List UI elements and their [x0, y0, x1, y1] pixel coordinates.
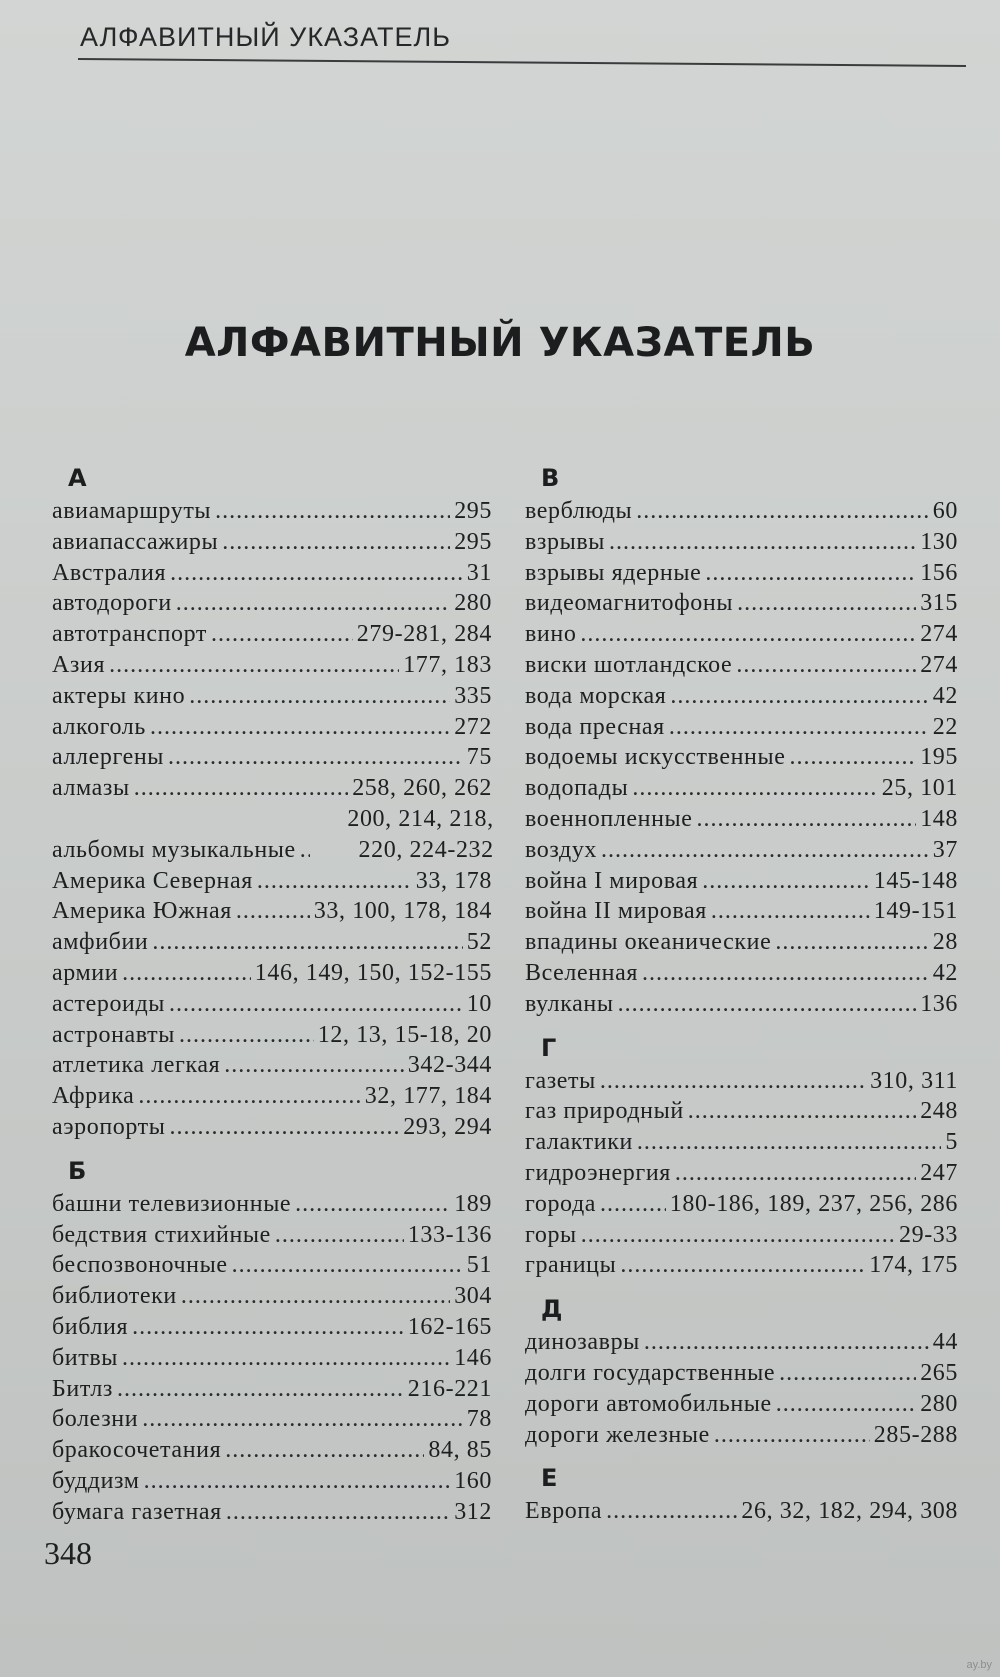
dot-leader	[737, 588, 916, 619]
entry-term: библиотеки	[52, 1283, 177, 1310]
index-entry	[525, 650, 958, 681]
index-entry	[52, 1189, 492, 1220]
dot-leader	[697, 804, 917, 835]
entry-pages: 28	[932, 929, 958, 956]
entry-term: война II мировая	[525, 898, 707, 925]
index-entry	[525, 1220, 958, 1251]
index-entry	[525, 1250, 958, 1281]
dot-leader	[170, 1112, 400, 1143]
entry-pages: 274	[920, 621, 958, 648]
entry-pages: 265	[920, 1359, 958, 1386]
index-entry	[52, 804, 492, 866]
entry-pages: 75	[466, 744, 492, 771]
entry-term: атлетика легкая	[52, 1052, 221, 1079]
index-entry	[52, 1312, 492, 1343]
dot-leader	[150, 712, 450, 743]
dot-leader	[736, 650, 916, 681]
index-entry	[525, 527, 958, 558]
dot-leader	[600, 1189, 666, 1220]
entry-pages: 195	[920, 744, 958, 771]
index-entry	[52, 1343, 492, 1374]
entry-pages: 26, 32, 182, 294, 308	[741, 1498, 958, 1525]
dot-leader	[222, 527, 450, 558]
index-entry	[52, 989, 492, 1020]
entry-pages: 295	[454, 498, 492, 524]
entry-pages: 315	[920, 590, 958, 617]
dot-leader	[580, 619, 916, 650]
entry-pages: 335	[454, 682, 492, 709]
index-entry	[525, 742, 958, 773]
entry-pages: 146, 149, 150, 152-155	[254, 959, 492, 986]
entry-pages: 174, 175	[869, 1252, 958, 1279]
dot-leader	[295, 1189, 450, 1220]
index-entry	[52, 650, 492, 681]
entry-pages: 12, 13, 15-18, 20	[317, 1021, 492, 1048]
dot-leader	[109, 650, 399, 681]
index-entry	[52, 773, 492, 804]
entry-pages: 51	[466, 1252, 492, 1279]
dot-leader	[776, 1389, 916, 1420]
entry-pages: 247	[920, 1159, 958, 1186]
index-entry	[52, 1374, 492, 1405]
index-entry	[52, 1220, 492, 1251]
dot-leader	[644, 1327, 929, 1358]
entry-term: беспозвоночные	[52, 1252, 228, 1279]
dot-leader	[117, 1374, 404, 1405]
dot-leader	[675, 1158, 916, 1189]
index-entry	[52, 558, 492, 589]
index-entry	[52, 1404, 492, 1435]
dot-leader	[620, 1250, 865, 1281]
entry-term: бедствия стихийные	[52, 1221, 271, 1248]
index-entry	[52, 1466, 492, 1497]
entry-term: астероиды	[52, 990, 166, 1017]
index-entry	[525, 989, 958, 1020]
entry-pages: 189	[454, 1190, 492, 1217]
index-entry	[525, 1189, 958, 1220]
index-entry	[525, 804, 958, 835]
dot-leader	[789, 742, 916, 773]
section-letter: Е	[541, 1464, 558, 1493]
index-entry	[52, 1112, 492, 1143]
entry-term: Битлз	[52, 1375, 113, 1402]
dot-leader	[189, 681, 450, 712]
index-entry	[52, 1020, 492, 1051]
entry-term: война I мировая	[525, 867, 699, 894]
entry-term: дороги автомобильные	[525, 1390, 772, 1417]
entry-pages: 44	[932, 1329, 958, 1356]
entry-pages: 258, 260, 262	[352, 775, 492, 802]
dot-leader	[225, 1435, 424, 1466]
entry-pages: 279-281, 284	[356, 621, 492, 648]
entry-term: бракосочетания	[52, 1437, 222, 1464]
dot-leader	[122, 958, 251, 989]
index-entry	[52, 1050, 492, 1081]
entry-term: долги государственные	[525, 1359, 776, 1386]
entry-pages: 272	[454, 713, 492, 740]
entry-pages: 160	[454, 1467, 492, 1494]
index-entry	[525, 681, 958, 712]
dot-leader	[134, 773, 348, 804]
index-entry	[52, 496, 492, 527]
running-head: АЛФАВИТНЫЙ УКАЗАТЕЛЬ	[80, 22, 451, 52]
entry-term: астронавты	[52, 1021, 175, 1048]
entry-pages: 162-165	[407, 1313, 492, 1340]
dot-leader	[637, 1127, 941, 1158]
index-section	[525, 1030, 958, 1282]
dot-leader	[779, 1358, 916, 1389]
entry-term: Азия	[52, 651, 106, 678]
index-entry	[52, 896, 492, 927]
entry-term: альбомы музыкальные	[52, 836, 296, 863]
dot-leader	[224, 1050, 404, 1081]
entry-term: бумага газетная	[52, 1498, 222, 1525]
entry-pages: 285-288	[873, 1421, 958, 1448]
entry-term: видеомагнитофоны	[525, 590, 734, 617]
page-number: 348	[44, 1535, 92, 1571]
entry-term: авиамаршруты	[52, 498, 212, 524]
dot-leader	[170, 558, 463, 589]
dot-leader	[632, 773, 877, 804]
entry-term: Австралия	[52, 559, 167, 586]
dot-leader	[176, 588, 450, 619]
entry-term: Европа	[525, 1498, 603, 1525]
entry-term: битвы	[52, 1344, 118, 1371]
header-rule	[78, 58, 966, 67]
dot-leader	[600, 1066, 866, 1097]
entry-pages: 304	[454, 1283, 492, 1310]
dot-leader	[688, 1096, 916, 1127]
index-entry	[52, 927, 492, 958]
entry-pages: 22	[932, 713, 958, 740]
dot-leader	[211, 619, 353, 650]
index-entry	[52, 866, 492, 897]
index-entry	[525, 927, 958, 958]
entry-term: актеры кино	[52, 682, 186, 709]
entry-pages: 31	[466, 559, 492, 586]
entry-term: Вселенная	[525, 959, 639, 986]
index-entry	[52, 1081, 492, 1112]
entry-term: верблюды	[525, 498, 633, 524]
index-entry	[525, 588, 958, 619]
entry-pages: 280	[920, 1390, 958, 1417]
entry-pages: 136	[920, 990, 958, 1017]
index-entry	[52, 742, 492, 773]
entry-pages: 25, 101	[881, 775, 958, 802]
entry-pages: 149-151	[873, 898, 958, 925]
dot-leader	[132, 1312, 404, 1343]
entry-pages: 146	[454, 1344, 492, 1371]
dot-leader	[236, 896, 310, 927]
dot-leader	[257, 866, 412, 897]
dot-leader	[636, 496, 929, 527]
entry-term: библия	[52, 1313, 129, 1340]
entry-term: автотранспорт	[52, 621, 207, 648]
entry-pages: 216-221	[407, 1375, 492, 1402]
index-entry	[525, 558, 958, 589]
entry-term: Америка Южная	[52, 898, 232, 925]
entry-pages: 42	[932, 682, 958, 709]
entry-term: вулканы	[525, 990, 614, 1017]
entry-pages: 156	[920, 559, 958, 586]
entry-term: аэропорты	[52, 1113, 166, 1140]
entry-term: газеты	[525, 1067, 596, 1094]
index-entry	[525, 1496, 958, 1527]
index-entry	[525, 896, 958, 927]
index-entry	[52, 619, 492, 650]
dot-leader	[232, 1250, 463, 1281]
entry-pages: 293, 294	[403, 1113, 492, 1140]
entry-pages: 312	[454, 1498, 492, 1525]
entry-term: болезни	[52, 1406, 139, 1433]
index-entry	[525, 866, 958, 897]
entry-pages: 60	[932, 498, 958, 524]
dot-leader	[775, 927, 928, 958]
entry-pages: 78	[466, 1406, 492, 1433]
entry-pages: 280	[454, 590, 492, 617]
index-entry	[52, 1250, 492, 1281]
section-letter: В	[541, 464, 560, 492]
dot-leader	[275, 1220, 404, 1251]
dot-leader	[711, 896, 870, 927]
index-entry	[525, 1358, 958, 1389]
entry-term: авиапассажиры	[52, 528, 219, 555]
entry-pages: 32, 177, 184	[364, 1083, 492, 1110]
entry-term: галактики	[525, 1129, 633, 1156]
entry-pages: 177, 183	[403, 651, 492, 678]
index-entry	[525, 835, 958, 866]
dot-leader	[581, 1220, 895, 1251]
index-entry	[52, 958, 492, 989]
entry-term: вода морская	[525, 682, 667, 709]
section-letter: Г	[541, 1033, 557, 1062]
index-section	[52, 460, 492, 1143]
entry-term: горы	[525, 1221, 577, 1248]
index-entry	[52, 1435, 492, 1466]
entry-pages: 148	[920, 805, 958, 832]
entry-term: военнопленные	[525, 805, 693, 832]
entry-pages: 33, 100, 178, 184	[313, 898, 492, 925]
index-entry	[525, 1327, 958, 1358]
index-section	[525, 460, 958, 1020]
entry-term: границы	[525, 1252, 617, 1279]
dot-leader	[670, 681, 928, 712]
dot-leader	[138, 1081, 360, 1112]
entry-term: виски шотландское	[525, 651, 733, 678]
dot-leader	[669, 712, 929, 743]
entry-pages: 10	[466, 990, 492, 1017]
entry-term: вино	[525, 621, 577, 648]
dot-leader	[601, 835, 929, 866]
entry-term: амфибии	[52, 929, 149, 956]
dot-leader	[179, 1020, 314, 1051]
dot-leader	[215, 496, 450, 527]
dot-leader	[642, 958, 929, 989]
dot-leader	[168, 742, 463, 773]
entry-pages: 274	[920, 651, 958, 678]
entry-pages: 52	[466, 929, 492, 956]
entry-term: Африка	[52, 1083, 135, 1110]
dot-leader	[609, 527, 916, 558]
entry-term: дороги железные	[525, 1421, 710, 1448]
index-entry	[525, 958, 958, 989]
dot-leader	[702, 866, 870, 897]
entry-pages: 295	[454, 528, 492, 555]
index-section	[525, 1291, 958, 1450]
entry-term: вода пресная	[525, 713, 665, 740]
entry-pages: 37	[932, 836, 958, 863]
section-letter: А	[68, 464, 87, 492]
entry-term: аллергены	[52, 744, 165, 771]
section-letter: Б	[68, 1156, 87, 1185]
dot-leader	[606, 1496, 737, 1527]
entry-pages: 130	[920, 528, 958, 555]
dot-leader	[714, 1420, 870, 1451]
index-entry	[52, 681, 492, 712]
index-entry	[525, 1096, 958, 1127]
entry-term: впадины океанические	[525, 929, 772, 956]
entry-pages: 84, 85	[428, 1437, 492, 1464]
index-section	[525, 1460, 958, 1527]
entry-term: воздух	[525, 836, 598, 863]
dot-leader	[181, 1281, 450, 1312]
dot-leader	[144, 1466, 451, 1497]
entry-term: динозавры	[525, 1329, 640, 1356]
entry-pages: 29-33	[899, 1221, 958, 1248]
index-column-right	[525, 460, 958, 1537]
entry-pages: 5	[945, 1129, 958, 1156]
entry-term: водопады	[525, 775, 629, 802]
entry-pages: 33, 178	[415, 867, 492, 894]
dot-leader	[618, 989, 917, 1020]
entry-pages: 200, 214, 218, 220, 224-232	[347, 805, 494, 863]
index-entry	[525, 1389, 958, 1420]
page-title: АЛФАВИТНЫЙ УКАЗАТЕЛЬ	[184, 320, 816, 366]
index-entry	[52, 1281, 492, 1312]
entry-term: алкоголь	[52, 713, 146, 740]
entry-pages: 133-136	[407, 1221, 492, 1248]
entry-pages: 310, 311	[870, 1067, 958, 1094]
index-entry	[52, 1497, 492, 1528]
index-entry	[525, 496, 958, 527]
entry-term: газ природный	[525, 1098, 684, 1125]
dot-leader	[300, 835, 310, 866]
index-entry	[525, 1066, 958, 1097]
section-letter: Д	[541, 1295, 563, 1324]
index-entry	[525, 619, 958, 650]
index-entry	[52, 588, 492, 619]
index-entry	[52, 527, 492, 558]
index-entry	[525, 1158, 958, 1189]
entry-pages: 180-186, 189, 237, 256, 286	[669, 1190, 958, 1217]
entry-pages: 342-344	[407, 1052, 492, 1079]
index-entry	[525, 1420, 958, 1451]
index-entry	[52, 712, 492, 743]
watermark: ay.by	[966, 1659, 992, 1671]
dot-leader	[142, 1404, 463, 1435]
entry-term: взрывы	[525, 528, 605, 555]
entry-term: башни телевизионные	[52, 1190, 292, 1217]
entry-term: города	[525, 1190, 597, 1217]
dot-leader	[152, 927, 462, 958]
entry-term: взрывы ядерные	[525, 559, 702, 586]
entry-pages: 42	[932, 959, 958, 986]
entry-term: буддизм	[52, 1467, 140, 1494]
index-column-left	[52, 460, 492, 1538]
entry-term: алмазы	[52, 775, 130, 802]
dot-leader	[705, 558, 916, 589]
entry-term: автодороги	[52, 590, 172, 617]
index-section	[52, 1153, 492, 1528]
entry-term: армии	[52, 959, 119, 986]
entry-term: гидроэнергия	[525, 1159, 671, 1186]
index-entry	[525, 1127, 958, 1158]
entry-term: водоемы искусственные	[525, 744, 786, 771]
dot-leader	[169, 989, 463, 1020]
entry-pages: 248	[920, 1098, 958, 1125]
entry-term: Америка Северная	[52, 867, 253, 894]
dot-leader	[122, 1343, 450, 1374]
entry-pages: 145-148	[873, 867, 958, 894]
dot-leader	[226, 1497, 450, 1528]
index-entry	[525, 712, 958, 743]
index-entry	[525, 773, 958, 804]
